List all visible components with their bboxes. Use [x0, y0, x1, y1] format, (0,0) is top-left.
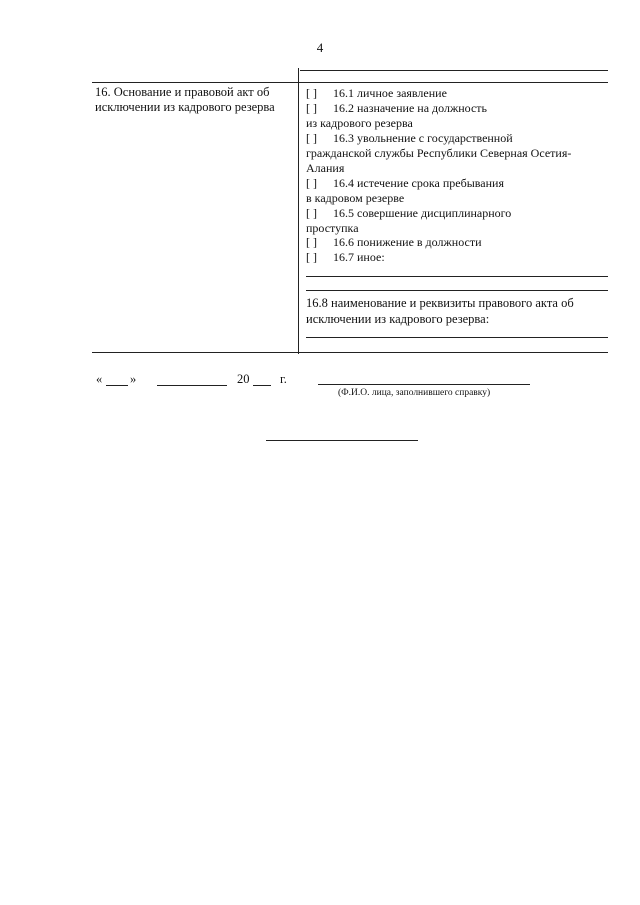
option-16-3[interactable]: [306, 131, 513, 145]
option-16-4[interactable]: [306, 176, 504, 190]
page-number: 4: [316, 40, 324, 55]
option-16-4-label: 16.4 истечение срока пребывания: [333, 176, 504, 190]
date-quote-close: »: [130, 372, 137, 386]
section-16-label: 16. Основание и правовой акт об исключении из кадрового резерва: [95, 85, 275, 114]
date-day-blank[interactable]: [106, 385, 128, 386]
option-16-1-label: 16.1 личное заявление: [333, 86, 447, 100]
date-year-blank[interactable]: [253, 385, 271, 386]
date-year-prefix: 20: [237, 372, 250, 386]
checkbox-16-3[interactable]: [ ]: [306, 131, 317, 145]
option-16-7-label: 16.7 иное:: [333, 250, 385, 264]
option-16-3-label: 16.3 увольнение с государственной: [333, 131, 513, 145]
legal-act-fill-line[interactable]: [306, 337, 608, 338]
option-16-5-continuation: проступка: [306, 221, 359, 235]
option-16-3-continuation-2: Алания: [306, 161, 345, 175]
option-16-1[interactable]: [306, 86, 447, 100]
option-16-6-label: 16.6 понижение в должности: [333, 235, 482, 249]
signature-fill-line[interactable]: [318, 384, 530, 385]
checkbox-16-1[interactable]: [ ]: [306, 86, 317, 100]
option-16-2-label: 16.2 назначение на должность: [333, 101, 488, 115]
checkbox-16-5[interactable]: [ ]: [306, 206, 317, 220]
option-16-6[interactable]: [306, 235, 482, 249]
option-16-2-continuation: из кадрового резерва: [306, 116, 413, 130]
checkbox-16-6[interactable]: [ ]: [306, 235, 317, 249]
table-column-divider: [298, 68, 299, 354]
table-bottom-border: [92, 352, 608, 353]
table-header-border: [92, 82, 608, 83]
checkbox-16-7[interactable]: [ ]: [306, 250, 317, 264]
date-month-blank[interactable]: [157, 385, 227, 386]
option-16-5[interactable]: [306, 206, 511, 220]
legal-act-label-line-1: 16.8 наименование и реквизиты правового акта об: [306, 296, 574, 310]
checkbox-16-4[interactable]: [ ]: [306, 176, 317, 190]
other-fill-line-1[interactable]: [306, 276, 608, 277]
date-year-suffix: г.: [280, 372, 287, 386]
option-16-3-continuation-1: гражданской службы Республики Северная Осетия-: [306, 146, 572, 160]
legal-act-label-line-2: исключении из кадрового резерва:: [306, 312, 490, 326]
document-end-rule: [266, 440, 418, 441]
option-16-4-continuation: в кадровом резерве: [306, 191, 405, 205]
table-top-border-right: [300, 70, 608, 71]
checkbox-16-2[interactable]: [ ]: [306, 101, 317, 115]
option-16-2[interactable]: [306, 101, 487, 115]
other-fill-line-2[interactable]: [306, 290, 608, 291]
option-16-5-label: 16.5 совершение дисциплинарного: [333, 206, 512, 220]
signature-caption: (Ф.И.О. лица, заполнившего справку): [338, 388, 491, 398]
date-quote-open: «: [96, 372, 103, 386]
option-16-7[interactable]: [306, 250, 385, 264]
